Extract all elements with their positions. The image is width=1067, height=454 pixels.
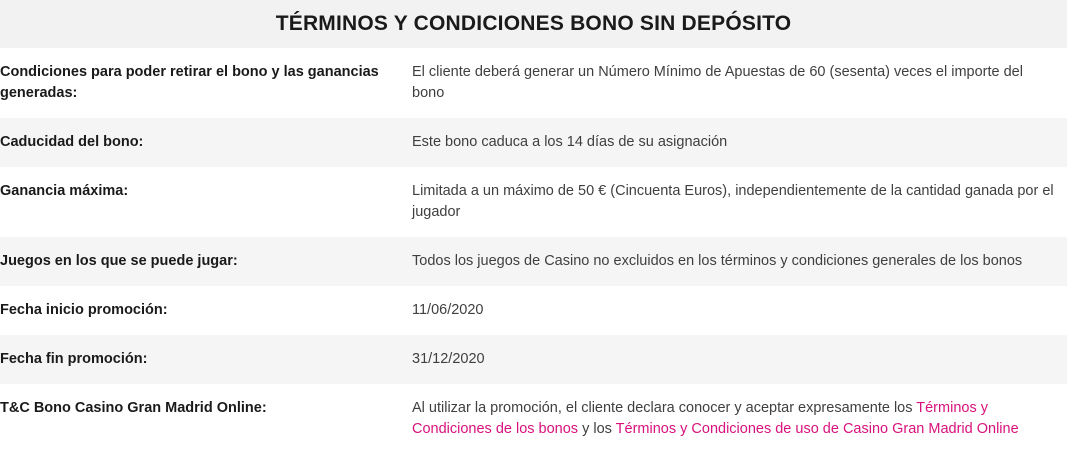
- row-value: 11/06/2020: [412, 286, 1067, 335]
- row-value: El cliente deberá generar un Número Mínimo de Apuestas de 60 (sesenta) veces el importe del bono: [412, 48, 1067, 118]
- row-label: Fecha fin promoción:: [0, 335, 412, 384]
- row-label: Ganancia máxima:: [0, 167, 412, 237]
- row-label: Caducidad del bono:: [0, 118, 412, 167]
- row-value: Este bono caduca a los 14 días de su asignación: [412, 118, 1067, 167]
- row-label: T&C Bono Casino Gran Madrid Online:: [0, 384, 412, 454]
- row-value: Todos los juegos de Casino no excluidos en los términos y condiciones generales de los bonos: [412, 237, 1067, 286]
- document-header: [0, 0, 1067, 48]
- page-title: TÉRMINOS Y CONDICIONES BONO SIN DEPÓSITO: [275, 12, 792, 35]
- casino-usage-terms-link[interactable]: Términos y Condiciones de uso de Casino Gran Madrid Online: [615, 421, 1019, 438]
- table-row: [0, 286, 1067, 335]
- terms-table: [0, 48, 1067, 454]
- table-row: [0, 48, 1067, 118]
- row-value: 31/12/2020: [412, 335, 1067, 384]
- row-value-with-links: [412, 384, 1067, 454]
- terms-text-part-2: y los: [578, 421, 616, 438]
- table-row: [0, 167, 1067, 237]
- bonus-terms-link[interactable]: Términos y Condiciones de los bonos: [412, 400, 988, 438]
- terms-text-part-1: Al utilizar la promoción, el cliente declara conocer y aceptar expresamente los: [412, 400, 917, 417]
- row-label: Condiciones para poder retirar el bono y las ganancias generadas:: [0, 48, 412, 118]
- table-row: [0, 118, 1067, 167]
- table-row: [0, 237, 1067, 286]
- row-value: Limitada a un máximo de 50 € (Cincuenta Euros), independientemente de la cantidad ganada por el jugador: [412, 167, 1067, 237]
- table-row: [0, 335, 1067, 384]
- row-label: Fecha inicio promoción:: [0, 286, 412, 335]
- table-row: [0, 384, 1067, 454]
- row-label: Juegos en los que se puede jugar:: [0, 237, 412, 286]
